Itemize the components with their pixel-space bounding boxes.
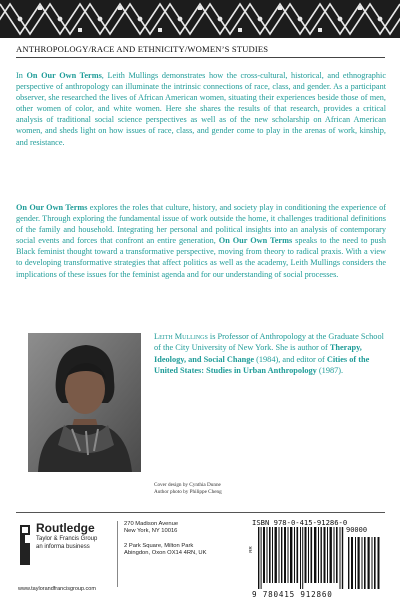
author-name: Leith Mullings [154, 332, 208, 341]
p2-book-title-2: On Our Own Terms [218, 236, 293, 246]
author-photo [28, 333, 141, 472]
decorative-pattern-band [0, 0, 400, 38]
bio-text-1: is Professor of Anthropology at the Graduate School of the City University of New York. She is author of [154, 332, 384, 353]
bio-year-2: (1987). [316, 365, 344, 375]
footer-separator [117, 521, 118, 587]
photo-credit: Author photo by Philippe Cheng [154, 489, 222, 495]
pattern-icon [0, 0, 400, 38]
description-paragraph-2 [16, 202, 386, 280]
barcode-icon [256, 527, 384, 589]
category-heading: ANTHROPOLOGY/RACE AND ETHNICITY/WOMEN’S STUDIES [16, 44, 269, 54]
description-paragraph-1 [16, 70, 386, 148]
publisher-addresses [124, 521, 207, 557]
p2-book-title: On Our Own Terms [16, 203, 88, 212]
address-line: 2 Park Square, Milton Park [124, 542, 194, 549]
routledge-mark-icon [18, 523, 32, 567]
address-line [124, 535, 207, 542]
header-divider [16, 57, 385, 58]
isbn-digits: 9 780415 912860 [252, 590, 333, 599]
footer-divider [16, 512, 385, 513]
p1-book-title: On Our Own Terms [26, 71, 102, 80]
address-line: Abingdon, Oxon OX14 4RN, UK [124, 549, 207, 556]
isbn-addon: 90000 [346, 526, 368, 534]
cover-credit: Cover design by Cynthia Dunne [154, 482, 221, 488]
publisher-logo [18, 521, 110, 583]
isbn-label: ISBN 978-0-415-91286-0 [252, 518, 348, 527]
author-bio [154, 331, 386, 376]
publisher-group: Taylor & Francis Group [36, 536, 98, 542]
side-code: RR [247, 546, 253, 553]
publisher-name: Routledge [36, 521, 95, 535]
publisher-url: www.taylorandfrancisgroup.com [18, 586, 96, 592]
publisher-tagline: an informa business [36, 544, 90, 550]
p1-lead: In [16, 71, 27, 80]
bio-year-1: (1984), and editor of [254, 354, 327, 364]
address-line: New York, NY 10016 [124, 528, 178, 535]
bio-book-2: Cities of the United States: Studies in Urban Anthropology [154, 354, 370, 375]
isbn-barcode-block [252, 518, 386, 599]
p2-body-2: speaks to the need to push Black feminist thought toward a transformative perspective, moving from theory to radical praxis. With a view to developing transformative strategies that affect politics as well as the academy, Leith Mullings considers the implications of these issues for the feminist agenda and for our understanding of social processes. [16, 236, 386, 279]
address-line: 270 Madison Avenue [124, 521, 179, 527]
p2-body-1: explores the roles that culture, history, and society play in conditioning the experience of gender. Through exploring the fundamental issue of work outside the home, it challenges traditional definitions of the family and household. Integrating her personal and political insights into an analysis of contemporary social events and forces that confront an entire generation, [16, 203, 386, 246]
p1-body: , Leith Mullings demonstrates how the cross-cultural, historical, and ethnographic perspective of anthropology can illuminate the intrinsic connections of race, class, and gender. As a participant observer, she researched the lives of African American women, situating their experiences beside those of men, other women of color, and white women. Here she shares the results of that research, provides a critical analysis of traditional social science perspectives as well as of the new scholarship on African American women, and sheds light on how issues of race, class, and gender come to play in the arenas of work, kinship, and resistance. [16, 71, 386, 147]
bio-book-1: Therapy, Ideology, and Social Change [154, 343, 362, 364]
design-credits [154, 482, 222, 496]
